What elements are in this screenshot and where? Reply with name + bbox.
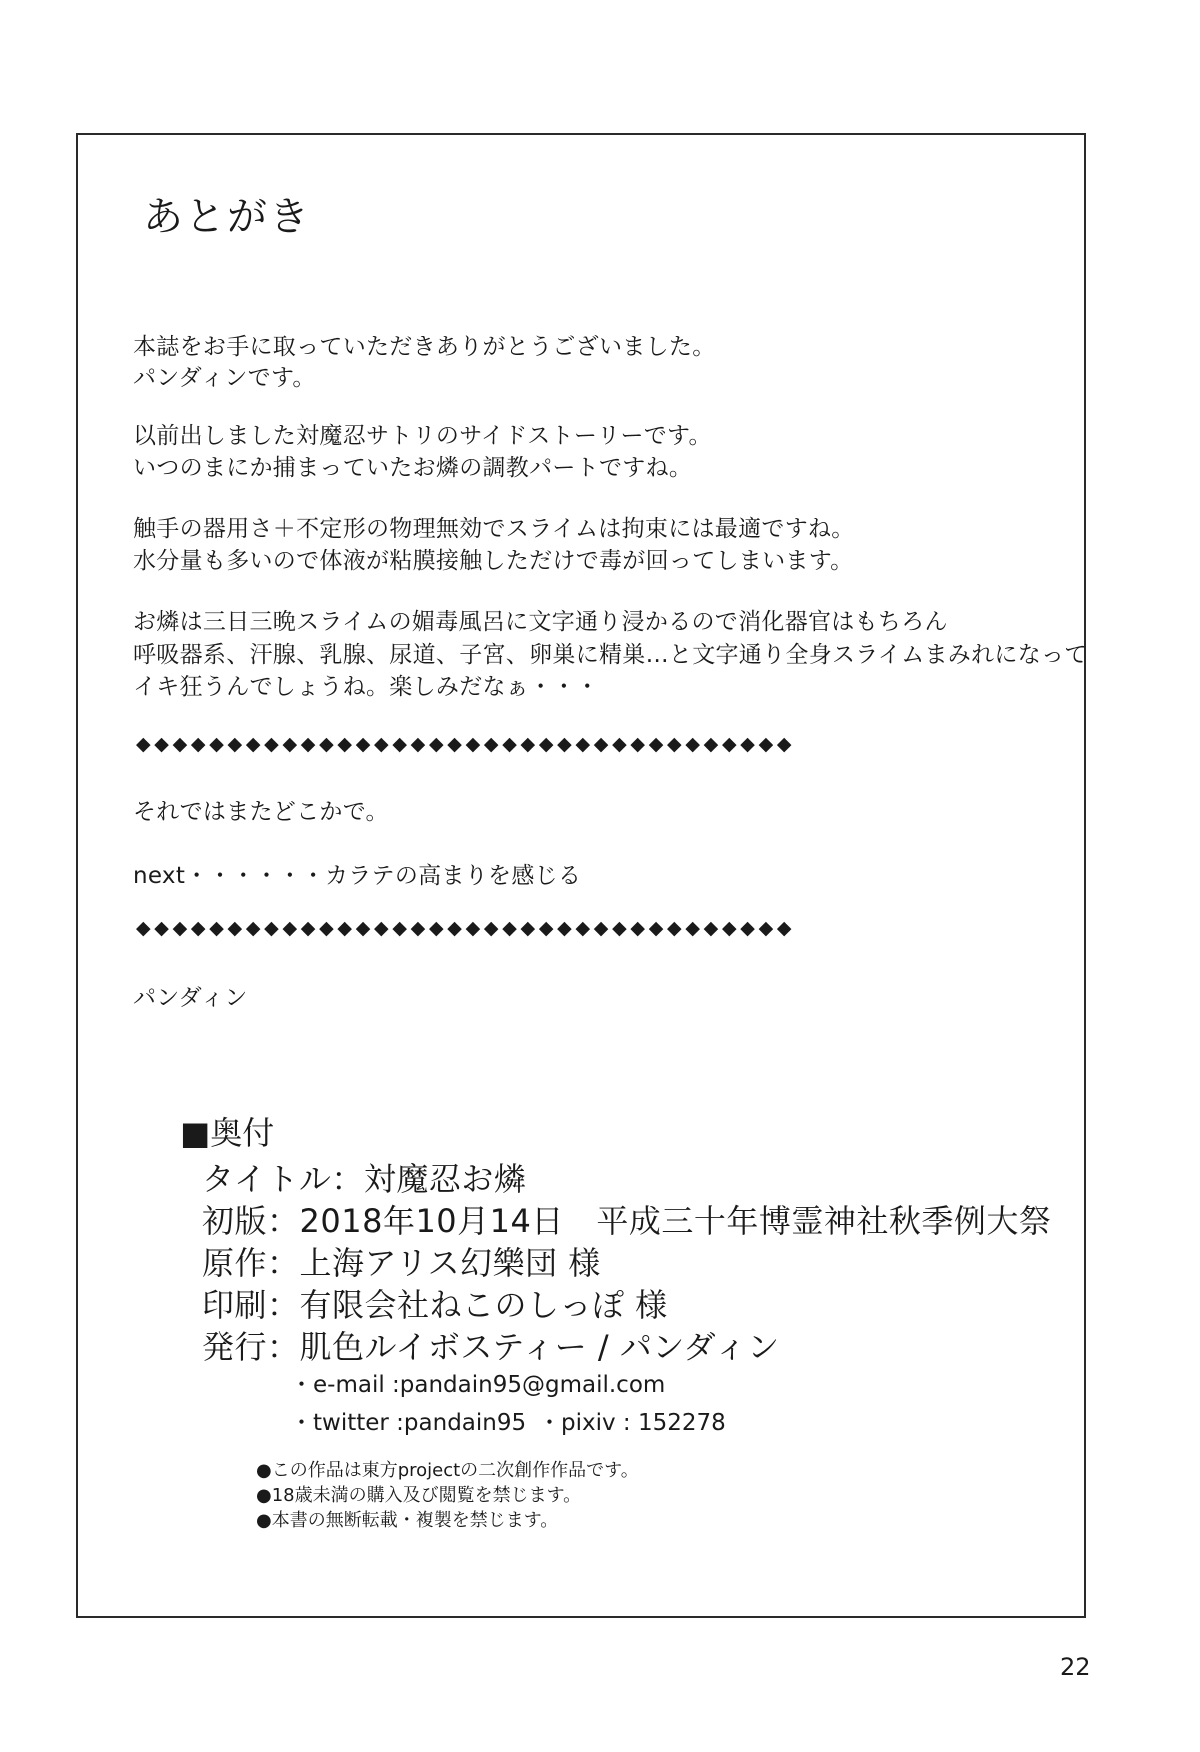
contact-twitter: ・twitter :pandain95 (290, 1410, 527, 1436)
colophon-printing: 印刷：有限会社ねこのしっぽ 様 (202, 1286, 668, 1324)
colophon-title: タイトル：対魔忍お燐 (202, 1160, 527, 1198)
afterword-line: 本誌をお手に取っていただきありがとうございました。 (133, 334, 716, 360)
notice-line: ●本書の無断転載・複製を禁じます。 (256, 1510, 559, 1531)
notice-line: ●18歳未満の購入及び閲覧を禁じます。 (256, 1485, 582, 1506)
afterword-line: お燐は三日三晩スライムの媚毒風呂に文字通り浸かるので消化器官はもちろん (133, 609, 948, 635)
next-line: next・・・・・・カラテの高まりを感じる (133, 863, 582, 889)
page-number: 22 (1060, 1653, 1091, 1681)
diamond-divider: ◆◆◆◆◆◆◆◆◆◆◆◆◆◆◆◆◆◆◆◆◆◆◆◆◆◆◆◆◆◆◆◆◆◆◆◆ (136, 917, 796, 939)
afterword-line: パンダィンです。 (133, 365, 316, 391)
farewell-line: それではまたどこかで。 (133, 799, 389, 825)
afterword-line: いつのまにか捕まっていたお燐の調教パートですね。 (133, 455, 693, 481)
afterword-line: 呼吸器系、汗腺、乳腺、尿道、子宮、卵巣に精巣…と文字通り全身スライムまみれになって (133, 642, 1088, 668)
afterword-heading: あとがき (143, 194, 311, 240)
diamond-divider: ◆◆◆◆◆◆◆◆◆◆◆◆◆◆◆◆◆◆◆◆◆◆◆◆◆◆◆◆◆◆◆◆◆◆◆◆ (136, 733, 796, 755)
contact-pixiv: ・pixiv : 152278 (538, 1410, 726, 1436)
colophon-publisher: 発行：肌色ルイボスティー / パンダィン (202, 1328, 780, 1366)
afterword-line: 以前出しました対魔忍サトリのサイドストーリーです。 (133, 423, 712, 449)
colophon-first-edition: 初版：2018年10月14日 平成三十年博霊神社秋季例大祭 (202, 1202, 1052, 1240)
colophon-header: ■奥付 (180, 1114, 275, 1152)
contact-email: ・e-mail :pandain95@gmail.com (290, 1372, 666, 1398)
notice-line: ●この作品は東方projectの二次創作作品です。 (256, 1460, 639, 1481)
afterword-line: 水分量も多いので体液が粘膜接触しただけで毒が回ってしまいます。 (133, 548, 854, 574)
colophon-original: 原作：上海アリス幻樂団 様 (202, 1244, 601, 1282)
signature: パンダィン (133, 985, 248, 1011)
afterword-line: 触手の器用さ＋不定形の物理無効でスライムは拘束には最適ですね。 (133, 516, 855, 542)
afterword-line: イキ狂うんでしょうね。楽しみだなぁ・・・ (133, 674, 599, 700)
